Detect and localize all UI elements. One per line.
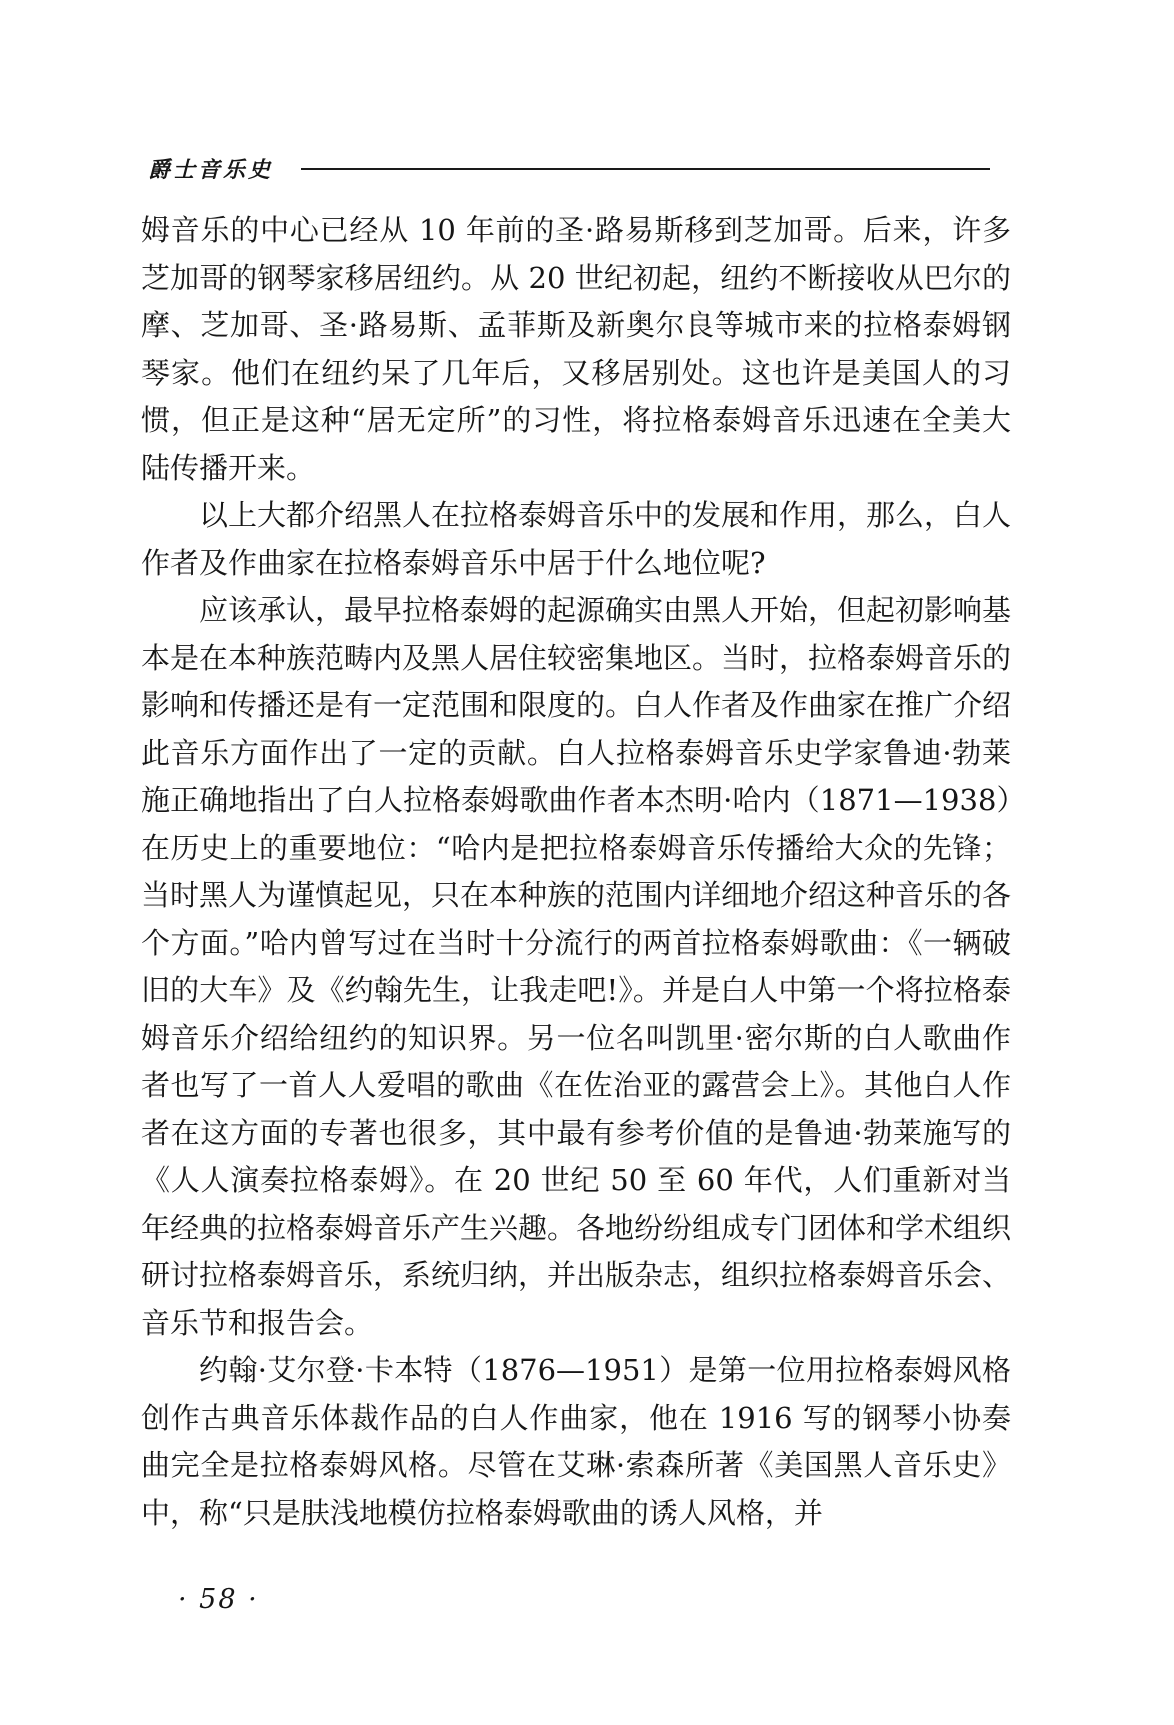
paragraph: 应该承认，最早拉格泰姆的起源确实由黑人开始，但起初影响基本是在本种族范畴内及黑人居住较密集地区。当时，拉格泰姆音乐的影响和传播还是有一定范围和限度的。白人作者及作曲家在推广介绍此音乐方面作出了一定的贡献。白人拉格泰姆音乐史学家鲁迪·勃莱施正确地指出了白人拉格泰姆歌曲作者本杰明·哈内（1871—1938）在历史上的重要地位：“哈内是把拉格泰姆音乐传播给大众的先锋；当时黑人为谨慎起见，只在本种族的范围内详细地介绍这种音乐的各个方面。”哈内曾写过在当时十分流行的两首拉格泰姆歌曲：《一辆破旧的大车》及《约翰先生，让我走吧!》。并是白人中第一个将拉格泰姆音乐介绍给纽约的知识界。另一位名叫凯里·密尔斯的白人歌曲作者也写了一首人人爱唱的歌曲《在佐治亚的露营会上》。其他白人作者在这方面的专著也很多，其中最有参考价值的是鲁迪·勃莱施写的《人人演奏拉格泰姆》。在 20 世纪 50 至 60 年代，人们重新对当年经典的拉格泰姆音乐产生兴趣。各地纷纷组成专门团体和学术组织研讨拉格泰姆音乐，系统归纳，并出版杂志，组织拉格泰姆音乐会、音乐节和报告会。 — [141, 593, 1012, 1340]
paragraph: 以上大都介绍黑人在拉格泰姆音乐中的发展和作用，那么，白人作者及作曲家在拉格泰姆音乐中居于什么地位呢? — [141, 498, 1012, 580]
body-text — [141, 207, 1011, 1537]
running-header — [148, 148, 990, 188]
paragraph-continued: 姆音乐的中心已经从 10 年前的圣·路易斯移到芝加哥。后来，许多芝加哥的钢琴家移居纽约。从 20 世纪初起，纽约不断接收从巴尔的摩、芝加哥、圣·路易斯、孟菲斯及新奥尔良等城市来的拉格泰姆钢琴家。他们在纽约呆了几年后，又移居别处。这也许是美国人的习惯，但正是这种“居无定所”的习性，将拉格泰姆音乐迅速在全美大陆传播开来。 — [141, 213, 1011, 485]
header-rule — [301, 168, 990, 170]
book-title: 爵士音乐史 — [148, 157, 274, 183]
page-number: · 58 · — [178, 1584, 259, 1615]
paragraph: 约翰·艾尔登·卡本特（1876—1951）是第一位用拉格泰姆风格创作古典音乐体裁作品的白人作曲家，他在 1916 写的钢琴小协奏曲完全是拉格泰姆风格。尽管在艾琳·索森所著《美国黑人音乐史》中，称“只是肤浅地模仿拉格泰姆歌曲的诱人风格，并 — [141, 1353, 1011, 1530]
